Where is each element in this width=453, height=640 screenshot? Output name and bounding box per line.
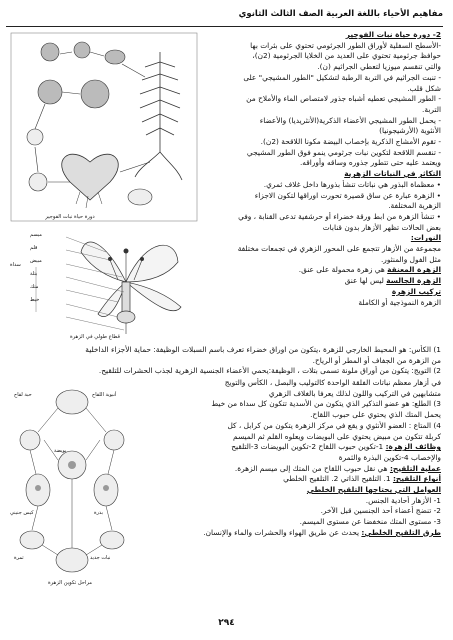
fern-life-cycle-figure (10, 32, 198, 222)
flowering-line: • معظماة البذور هي نباتات تنشأ بذورها داخل غلاف ثمري. (263, 179, 441, 189)
fern-line: حوافظ جرثومية تحتوي على العديد من الخلايا الجرثومية (2ن)، (252, 51, 441, 61)
factors-line: 1- الأزهار أحادية الجنس. (365, 495, 441, 505)
structure-item: 1) الكأس: هو المحيط الخارجي للزهرة ،يتكون من اوراق خضراء تعرف باسم السبلات الوظيفة: حماية الأجزاء الداخلية (85, 345, 441, 354)
methods-text: يحدث عن طريق الهواء والحشرات والماء والإنسان. (203, 527, 362, 537)
fern-line: - تنبت الجراثيم في التربة الرطبة لتشكيل "الطور المشيجي" على (243, 72, 441, 82)
flowering-line: • الزهرة عبارة عن ساق قصيرة تحورت اوراقها لتكون الاجزاء (254, 190, 441, 200)
fern-heading: 2- دورة حياة نبات الفوجير (345, 30, 441, 39)
fern-line: التربة. (422, 104, 441, 114)
fern-caption: دورة حياة نبات الفوجير (45, 214, 95, 220)
types-line (131, 474, 441, 485)
structure-item: متشابهين في التركيب واللون لذلك يعرفا بالغلاف الزهري (268, 388, 441, 398)
flower-label-stamen: سداة (10, 262, 21, 268)
fern-diagram (10, 32, 198, 222)
structure-item: 3) الطلع: هو عضو التذكير الذي يتكون من الأسدية تتكون كل سداة من خيط (211, 399, 441, 409)
fern-line: شكل قلب. (407, 83, 441, 93)
header-title: مفاهيم الأحياء باللغة العربية الصف الثالث الثانوي (238, 9, 443, 19)
methods-term: طرق التلقيح الخلطي: (361, 527, 441, 537)
structure-item: يحمل المتك الذي يحتوي على حبوب اللقاح. (310, 410, 441, 420)
flower-label-filament: خيط (30, 297, 40, 303)
inflorescence-heading: النورات: (410, 233, 441, 243)
fern-line: - تقوم الأمشاج الذكرية بإخصاب البيضة مكونا اللاقحة (2ن). (260, 137, 441, 147)
functions-text: 1-تكوين حبوب اللقاح 2-تكوين البويضات 3-التلقيح (231, 442, 386, 452)
stalked-term: الزهرة المعنقة (387, 265, 441, 275)
structure-item: كربلة تتكون من مبيض يحتوي على البويضات ويعلوه القلم ثم الميسم (233, 431, 441, 441)
life-cycle-caption: مراحل تكوين الزهرة (47, 580, 93, 586)
stalked-flower-line (201, 265, 441, 276)
functions-line (131, 442, 441, 453)
inflorescence-line: مثل الفول والمنثور. (380, 254, 441, 264)
pollination-line (131, 464, 441, 475)
fern-line: - يحمل الطور المشيجي الأعضاء الذكرية(الأنثريديا) والأعضاء (259, 115, 441, 125)
flowering-line: بعض الحالات تظهر الأزهار بدون قنابات (322, 222, 441, 232)
pollination-term: عملية التلقيح: (389, 463, 441, 473)
inflorescence-line: مجموعة من الأزهار تتجمع على المحور الزهري في تجمعات مختلفة (237, 244, 441, 254)
flower-label-stigma: ميسم (30, 232, 42, 238)
life-cycle-label: حبة لقاح (14, 392, 32, 398)
factors-line: 3- مستوى المتك منخفضا عن مستوى الميسم. (299, 517, 441, 527)
structure-item: من الزهرة من الجفاف أو المطر أو الرياح. (312, 355, 441, 365)
life-cycle-label: بذرة (94, 510, 104, 516)
lower-section (131, 378, 441, 539)
functions-term: وظائف الزهرة: (385, 442, 441, 452)
fern-line: - الطور المشيجي تعطيه أشباه جذور لامتصاص الماء والأملاح من (246, 94, 441, 104)
types-term: أنواع التلقيح: (392, 474, 441, 484)
functions-line-2: والإخصاب 4-تكوين البذرة والثمرة (338, 452, 441, 462)
flower-diagram (6, 222, 202, 340)
fern-line: والتي تنقسم ميوزيا لتعطي الجراثيم (ن). (317, 62, 441, 72)
flower-life-cycle-figure (8, 380, 136, 590)
flower-label-petal: بتلة (30, 271, 38, 277)
pollination-text: هي نقل حبوب اللقاح من المتك إلى ميسم الزهرة. (234, 463, 390, 473)
fern-section (201, 30, 441, 308)
sessile-flower-line (201, 276, 441, 287)
stalked-text: هي زهرة محمولة على عنق. (298, 265, 388, 275)
structure-item: 4) المتاع : العضو الأنثوي و يقع في مركز الزهرة يتكون من كرابل ، كل (227, 420, 441, 430)
flowering-line: • تنشأ الزهرة من ابط ورقة خضراء أو حرشفية تدعى القنابة ، وفي (238, 211, 441, 221)
flower-label-style: قلم (30, 245, 38, 251)
flower-label-ovary: مبيض (30, 258, 42, 264)
sessile-text: ليس لها عنق (344, 276, 387, 286)
fern-line: الأنثوية (الأرشيجونيا) (379, 126, 441, 136)
structure-items (21, 345, 441, 377)
life-cycle-label: بويضة (54, 448, 67, 454)
structure-intro: الزهرة النموذجية أو الكاملة (358, 297, 441, 307)
page-header (6, 4, 443, 27)
life-cycle-diagram (8, 380, 136, 590)
life-cycle-label: كيس جنيني (10, 510, 34, 516)
flower-section-figure (6, 222, 202, 340)
flower-label-anther: متك (30, 284, 39, 290)
factors-line: 2- تنضج أعضاء أحد الجنسين قبل الآخر. (320, 506, 441, 516)
sessile-term: الزهرة الجالسة (386, 276, 441, 286)
fern-line: ويعتمد عليه حتى تتطور جذوره وساقه وأوراقه. (299, 158, 441, 168)
factors-heading: العوامل التي يحتاجها التلقيح الخلطي (306, 485, 441, 495)
fern-line: - تنقسم اللاقحة لتكوين نبات جرثومي ينمو فوق الطور المشيجي (246, 147, 441, 157)
fern-line: -الأسطح السفلية لأوراق الطور الجرثومي تحتوي على بثرات بها (250, 40, 441, 50)
flowering-heading: التكاثر في النباتات الزهرية (344, 169, 441, 179)
life-cycle-label: ثمرة (14, 555, 24, 561)
methods-line (131, 528, 441, 539)
life-cycle-label: أنبوبة اللقاح (92, 392, 117, 398)
structure-item: 2) التويج: يتكون من أوراق ملونة تسمى بتلات ، الوظيفة:يحمي الأعضاء الجنسية الزهرية لجذب الحشرات للتلقيح. (98, 366, 441, 376)
types-text: 1. التلقيح الذاتي 2. التلقيح الخلطي (283, 474, 393, 484)
structure-item: في أزهار معظم نباتات الفلقة الواحدة كالتوليب والبصل ، الكأس والتويج (224, 378, 441, 387)
flower-caption: قطاع طولي في الزهرة (69, 334, 121, 340)
structure-heading: تركيب الزهرة (391, 286, 441, 296)
page-number: ٢٩٤ (218, 618, 235, 628)
life-cycle-label: نبات جديد (90, 555, 111, 561)
flowering-line: الزهرية المختلفة. (388, 201, 441, 211)
